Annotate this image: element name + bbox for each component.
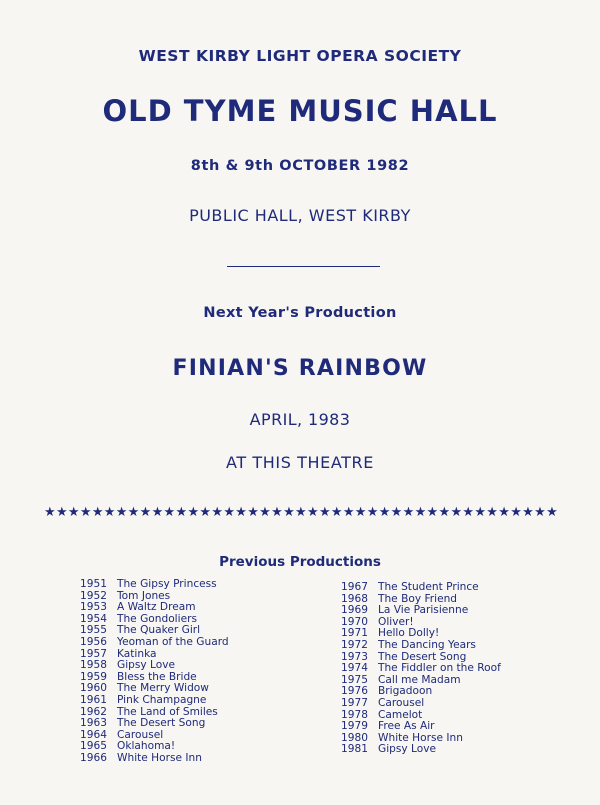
production-year: 1974 bbox=[341, 662, 368, 675]
production-year: 1955 bbox=[80, 624, 107, 637]
production-title: The Fiddler on the Roof bbox=[378, 662, 501, 675]
previous-productions-heading: Previous Productions bbox=[219, 554, 381, 570]
production-title: The Gipsy Princess bbox=[117, 578, 217, 590]
divider-rule bbox=[227, 266, 380, 267]
next-production-label: Next Year's Production bbox=[203, 305, 397, 321]
production-title: Free As Air bbox=[378, 720, 435, 733]
production-title: A Waltz Dream bbox=[117, 601, 196, 614]
next-production-venue: AT THIS THEATRE bbox=[226, 453, 374, 472]
production-year: 1967 bbox=[341, 581, 368, 593]
production-year: 1952 bbox=[80, 589, 107, 602]
show-dates: 8th & 9th OCTOBER 1982 bbox=[190, 158, 410, 174]
production-title: Brigadoon bbox=[378, 685, 433, 698]
next-production-title: FINIAN'S RAINBOW bbox=[172, 356, 428, 381]
production-year: 1953 bbox=[80, 601, 107, 614]
production-year: 1981 bbox=[341, 743, 368, 756]
production-title: Gipsy Love bbox=[117, 659, 176, 672]
show-venue: PUBLIC HALL, WEST KIRBY bbox=[189, 206, 411, 225]
production-year: 1964 bbox=[80, 728, 107, 741]
show-title: OLD TYME MUSIC HALL bbox=[102, 94, 498, 128]
star-divider: ★★★★★★★★★★★★★★★★★★★★★★★★★★★★★★★★★★★★★★★★★★★ bbox=[44, 505, 559, 520]
production-year: 1978 bbox=[341, 708, 368, 721]
production-title: Oliver! bbox=[378, 615, 414, 628]
production-year: 1951 bbox=[80, 578, 107, 590]
production-year: 1968 bbox=[341, 592, 368, 605]
production-title: Katinka bbox=[117, 647, 157, 660]
production-title: Pink Champagne bbox=[117, 693, 207, 706]
production-title: The Merry Widow bbox=[117, 682, 209, 695]
next-production-date: APRIL, 1983 bbox=[249, 410, 351, 429]
production-title: The Land of Smiles bbox=[117, 705, 218, 718]
society-name: WEST KIRBY LIGHT OPERA SOCIETY bbox=[138, 47, 462, 65]
production-year: 1976 bbox=[341, 685, 368, 698]
production-year: 1975 bbox=[341, 673, 368, 686]
production-year: 1956 bbox=[80, 635, 107, 648]
production-year: 1959 bbox=[80, 670, 107, 683]
production-row bbox=[341, 744, 501, 756]
production-year: 1980 bbox=[341, 731, 368, 744]
previous-productions-left-column bbox=[80, 579, 229, 765]
production-year: 1969 bbox=[341, 604, 368, 617]
production-title: La Vie Parisienne bbox=[378, 604, 469, 617]
production-year: 1977 bbox=[341, 696, 368, 709]
production-title: Gipsy Love bbox=[378, 743, 437, 756]
production-title: Oklahoma! bbox=[117, 740, 176, 753]
production-title: Camelot bbox=[378, 708, 423, 721]
production-year: 1965 bbox=[80, 740, 107, 753]
production-title: Hello Dolly! bbox=[378, 627, 440, 640]
production-year: 1962 bbox=[80, 705, 107, 718]
production-title: The Quaker Girl bbox=[117, 624, 201, 637]
production-title: Call me Madam bbox=[378, 673, 461, 686]
production-year: 1954 bbox=[80, 612, 107, 625]
production-year: 1961 bbox=[80, 693, 107, 706]
production-year: 1972 bbox=[341, 638, 368, 651]
production-title: The Gondoliers bbox=[117, 612, 197, 625]
production-year: 1966 bbox=[80, 751, 107, 764]
production-title: Tom Jones bbox=[117, 589, 171, 602]
production-year: 1957 bbox=[80, 647, 107, 660]
production-row bbox=[80, 753, 229, 765]
production-title: Bless the Bride bbox=[117, 670, 197, 683]
production-year: 1971 bbox=[341, 627, 368, 640]
previous-productions-right-column bbox=[341, 582, 501, 756]
production-year: 1960 bbox=[80, 682, 107, 695]
production-title: The Student Prince bbox=[378, 581, 479, 593]
production-title: Yeoman of the Guard bbox=[117, 635, 229, 648]
production-title: White Horse Inn bbox=[117, 751, 202, 764]
production-title: Carousel bbox=[378, 696, 425, 709]
production-year: 1979 bbox=[341, 720, 368, 733]
production-title: The Dancing Years bbox=[378, 638, 476, 651]
production-year: 1963 bbox=[80, 717, 107, 730]
production-year: 1970 bbox=[341, 615, 368, 628]
production-title: White Horse Inn bbox=[378, 731, 463, 744]
production-title: The Boy Friend bbox=[378, 592, 458, 605]
production-title: The Desert Song bbox=[378, 650, 467, 663]
production-year: 1958 bbox=[80, 659, 107, 672]
production-title: Carousel bbox=[117, 728, 164, 741]
production-title: The Desert Song bbox=[117, 717, 206, 730]
production-year: 1973 bbox=[341, 650, 368, 663]
